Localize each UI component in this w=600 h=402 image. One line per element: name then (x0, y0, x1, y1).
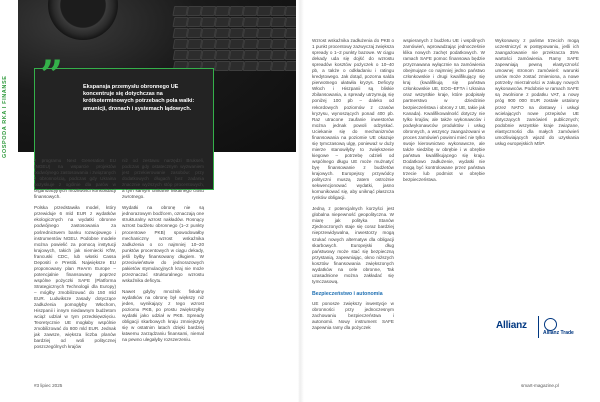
allianz-ad[interactable] (496, 302, 578, 372)
keyboard-image (162, 6, 296, 76)
column-right-2 (403, 38, 485, 188)
keyboard-key (285, 28, 296, 38)
keyboard-key (284, 6, 296, 16)
paragraph: Jedną z potencjalnych korzyści jest globalna niepewność geopolityczna. W miarę jak polityka Stanów Zjednoczonych staje się coraz bardziej nieprzewidywalna, inwestorzy mogą szukać nowych alternatyw dla obligacji skarbowych. Europejski dług państwowy może stać się bezpieczną przystanią, zapewniając, okno niższych kosztów finansowania zwiększonych wydatków na cele obronne, Tak uzasadnione można zakładać się tymczasową. (312, 206, 394, 284)
keyboard-key (284, 17, 296, 27)
paragraph: niż od zestawu narzędzi Brukseli, podczas gdy ostatecznym wyzwaniem jest przekierowanie zasobów: przy dodatkowych długach bez zadania znacznie wyższych stóp procentowych, a tym samym unikanie fiskalnego ciosu zwrotnego. (122, 158, 204, 200)
keyboard-key (285, 39, 296, 49)
keyboard-key (285, 61, 296, 71)
footer-issue: #3 lipiec 2025 (34, 383, 63, 388)
paragraph: Wzrost wskaźnika zadłużenia do PKB o 1 punkt procentowy zazwyczaj zwiększa spready o 1–2 punkty bazowe. W ciągu dekady uda się dojść do wzrostu spreadów kosztów pożyczek o 10–40 pb, a także o odkładaniu i ratingu kredytowego. Jak dotąd, pozorna salda pierwotnego ułatwiła kryzys. Deficyty Włoch i Hiszpanii są bliskie zbilansowania, a spready utrzymują się poniżej 100 pb – daleko od rekordowych poziomów z czasów kryzysu, wynoszących ponad 400 pb. Raz utracone zaufanie inwestorów można jednak powoli odzyskać. Uciekanie się do mechanizmów finansowania na poziomie UE okazuje się tymczasową ulgę, ponieważ w duży mierze stanowiłyby to zwiększenie kiegowe – potrzebę odzieli od wspólnego długu UE może mużnatyć byę finansowanie z budżetów krajowych. Europejscy przywódcy polityczni muszą zatem ostrożnie sekwencjonować wydatki, jasno komunikować się, aby uniknąć płaszcza rynków obligacji. (312, 38, 394, 201)
coffee-cup-image (48, 0, 118, 40)
paragraph: Wydatki na obronę nie są jednorazowym bodźcem, oznaczają one strukturalny wzrost nakładów. Rosnący wzrost budżetu obronnego (1–2 punkty procentowe PKB) spowodowałby mechaniczny wzrost wskaźnika zadłużenia o co najmniej 10–20 punktów procentowych w ciągu dekady, jeśli byłby finansowany długiem. W przeciwieństwie do jednorazowych pakietów stymulacyjnych kraj nie może przeznaczać strukturalnego wzrostu wskaźnika deficytu. (122, 205, 204, 283)
paragraph: wspieranych z budżetu UE i wspólnych zamówień, wprowadzając jednocześnie klika nowych zachęt podatkowych. W ramach SAFE pomoc finansowa będzie przyznawana wyłącznie na zamówienia obejmujące co najmniej jedno państwo członkowskie i drugi kwalifikujący się kraj (kwalifikują się państwa członkowskie UE, EOG–EFTA i Ukraina oraz wszystkie kraje, które podpisały partnerstwo w dziedzinie bezpieczeństwa i obrony z UE, takie jak Kanada). Kwalifikowalność dotyczy nie tylko krajów, ale także wykonawców i podwykonawców produktów i usług obronnych, a wszyscy zaangażowani w proces zamówień powinni mieć nie tylko swoje kierownictwo wykonawcze, ale także siedzibę w obrębie i w obrębie państwa kwalifikującego się kraju. Dodatkowo zadłużenie, wydatki nie mogą być kontrolowane przez państwa trzecie lub podmiot w obrębie bezpieczeństwa. (403, 38, 485, 183)
paragraph: Nawet gdyby mnożnik fiskalny wydatków na obronę był większy niż jeden, wynikający z tego wzrost poziomu PKB, po prostu zwiększyłby wydatki jako udział w PKB. Spready obligacji skarbowych kraju zmniejszyły się w ostatnim latach dzięki bardziej łatwemu zarządzaniu finansami, niemal na pewno ulegałyby rozszerzeniu. (122, 288, 204, 343)
column-right-3 (495, 38, 579, 152)
column-left-2 (122, 158, 204, 348)
column-right-1 (312, 38, 394, 336)
paragraph: UE ponosze zwiększy inwestycje w obronności przy jednoczesnym zachowaniu bezpieczeństwa i autonomii. Nowy instrument SAFE zapewnia ramy dla pożyczek (312, 300, 394, 331)
allianz-trade-label: Allianz Trade (543, 330, 574, 336)
pull-quote-text: Ekspansja przemysłu obronnego UE koncentruje się dotychczas na krótkoterminowych potrzebach pola walki: amunicji, dronach i systemach lądowych. (83, 84, 195, 112)
paragraph: z programu Next Generation EU (NGEU) na wsparcie projektów podwójnego zastosowania i związanych z obronnością, podczas gdy Ukraina pozyskuje z ogólnie dla parów w organizacyjnych możliwości konsolidacji finansowych. (34, 158, 116, 200)
column-left-1 (34, 158, 116, 355)
keyboard-key (285, 50, 296, 60)
allianz-wordmark: Allianz (496, 320, 527, 331)
subheading: Bezpieczeństwo i autonomia (312, 290, 383, 297)
paragraph: Wykonawcy z państw trzecich mogą uczestniczyć w postępowaniu, jeśli ich zaangażowanie nie przekracza 35% wartości zamówienia. Ramy SAFE zapewniają pewną elastyczność umownej stronom zamówień: warunki umów może zostać zmieniona, a nowe potrzeby mierzalności w zakupy nowych wykonawców. Podobnie w ramach SAFE są zwolnione z podatku VAT, a nowy próg 900 000 EUR zostałe ustalony przez NATO na dostawy i usługi wcielających nowe przepisów UE dotyczących zamówień publicznych; podobnie wszystkie kraje związane, elastyczności dla małych zamówień umożliwiających wjazd do uzyskania usług europejskich MŚP. (495, 38, 579, 146)
ad-divider (538, 316, 539, 338)
paragraph: Polska przedstawiła model, który przewiduje 6 mld EUR z wydatków ekologicznych na wydatki obronne podwójnego zastosowania za pośrednictwem banku rozwojowego i instrumentów NGEU. Podobne modele można powielić za pomocą instytucji krajowych, takich jak niemiecki KfW, francuski CDC, lub włoski Cassa Depositi e Prestiti. Największe EU proponowany plan ReArm Europe – potencjalnie finansowany poprzez wspólne pożyczki SAFE (Platforma Strategicznych Technologii dla Europy) – mógłby zmobilizować do 150 mld EUR. Ludwiksze zasady dotyczące zadłużenia pomogłyby Włochom, Hiszpanii i innym niedawnym budżetom wciąż udział w tym przedsięwzięciu. Teoretycznie UE mogłaby wspólnie zmobilizować do 800 mld EUR. Jednak jak zawsze, większa liczba planów bardziej od woli politycznej poszczególnych krajów (34, 205, 116, 350)
quote-mark-icon: ” (40, 52, 64, 99)
footer-site[interactable]: smart-magazine.pl (521, 383, 559, 388)
section-label: GOSPODA RKA I FINANSE (2, 75, 8, 158)
